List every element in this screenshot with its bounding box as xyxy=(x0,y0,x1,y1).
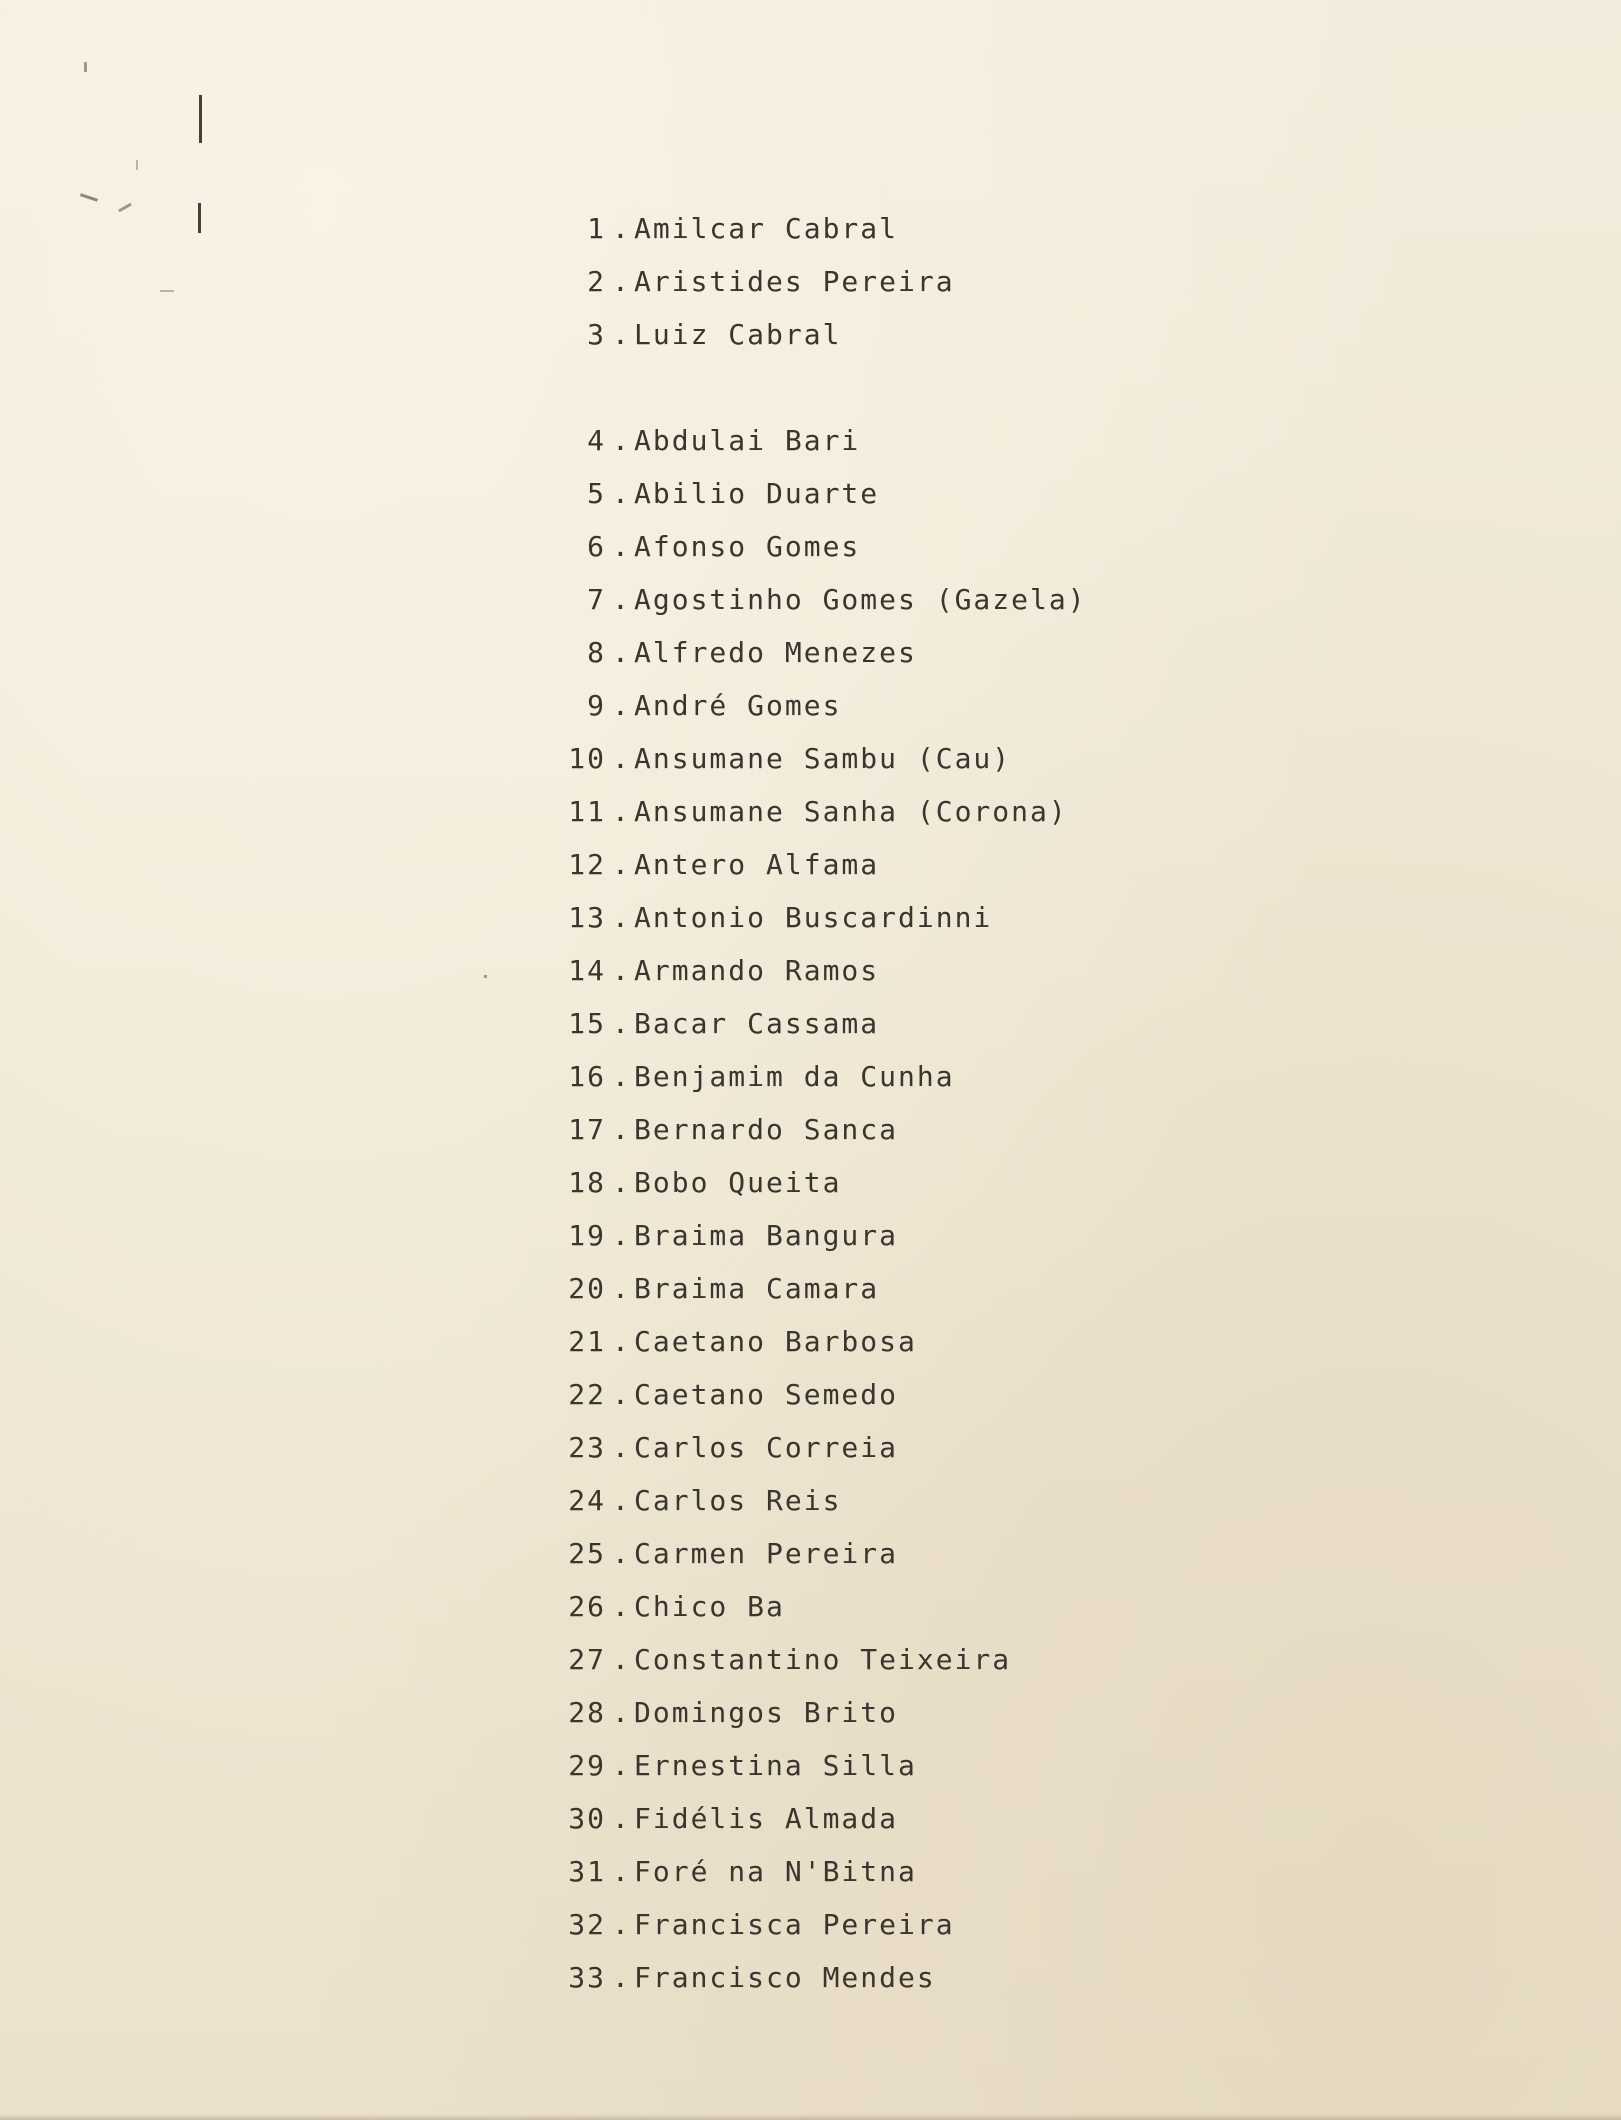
entry-number: 23 xyxy=(568,1431,606,1464)
ink-mark xyxy=(484,975,487,978)
list-item xyxy=(530,530,1087,583)
list-item xyxy=(530,477,1087,530)
list-item xyxy=(530,1007,1087,1060)
entry-number: 7 xyxy=(587,583,606,616)
entry-number: 13 xyxy=(568,901,606,934)
entry-name: Aristides Pereira xyxy=(634,265,955,298)
list-item xyxy=(530,1537,1087,1590)
entry-period: . xyxy=(612,1855,631,1888)
list-item xyxy=(530,1166,1087,1219)
entry-name: Francisco Mendes xyxy=(634,1961,936,1994)
entry-period: . xyxy=(612,795,631,828)
entry-period: . xyxy=(612,1908,631,1941)
entry-period: . xyxy=(612,848,631,881)
list-item xyxy=(530,1855,1087,1908)
entry-period: . xyxy=(612,212,631,245)
ink-mark xyxy=(118,203,132,213)
ink-mark xyxy=(84,62,87,72)
list-item xyxy=(530,1378,1087,1431)
entry-name: Caetano Barbosa xyxy=(634,1325,917,1358)
list-item xyxy=(530,1484,1087,1537)
entry-name: Ernestina Silla xyxy=(634,1749,917,1782)
entry-number: 21 xyxy=(568,1325,606,1358)
entry-name: Abdulai Bari xyxy=(634,424,861,457)
entry-number: 31 xyxy=(568,1855,606,1888)
entry-period: . xyxy=(612,1590,631,1623)
entry-number: 5 xyxy=(587,477,606,510)
entry-name: Carlos Reis xyxy=(634,1484,842,1517)
entry-period: . xyxy=(612,477,631,510)
entry-name: Benjamim da Cunha xyxy=(634,1060,955,1093)
entry-period: . xyxy=(612,424,631,457)
list-item xyxy=(530,1696,1087,1749)
list-item xyxy=(530,1908,1087,1961)
entry-number: 19 xyxy=(568,1219,606,1252)
list-item xyxy=(530,212,1087,265)
ink-mark xyxy=(136,160,138,170)
entry-number: 29 xyxy=(568,1749,606,1782)
entry-period: . xyxy=(612,1113,631,1146)
list-item xyxy=(530,848,1087,901)
entry-name: Bernardo Sanca xyxy=(634,1113,899,1146)
entry-name: Foré na N'Bitna xyxy=(634,1855,917,1888)
list-item xyxy=(530,1961,1087,2014)
entry-name: Domingos Brito xyxy=(634,1696,899,1729)
entry-period: . xyxy=(612,583,631,616)
entry-name: Fidélis Almada xyxy=(634,1802,899,1835)
entry-number: 30 xyxy=(568,1802,606,1835)
entry-name: Alfredo Menezes xyxy=(634,636,917,669)
entry-name: Ansumane Sanha (Corona) xyxy=(634,795,1068,828)
entry-number: 10 xyxy=(568,742,606,775)
entry-period: . xyxy=(612,1166,631,1199)
entry-period: . xyxy=(612,1749,631,1782)
entry-period: . xyxy=(612,1802,631,1835)
entry-number: 9 xyxy=(587,689,606,722)
list-item xyxy=(530,1113,1087,1166)
entry-number: 6 xyxy=(587,530,606,563)
entry-name: André Gomes xyxy=(634,689,842,722)
list-item xyxy=(530,265,1087,318)
entry-name: Armando Ramos xyxy=(634,954,880,987)
entry-name: Antero Alfama xyxy=(634,848,880,881)
entry-number: 15 xyxy=(568,1007,606,1040)
list-item xyxy=(530,636,1087,689)
ink-mark xyxy=(199,95,202,143)
entry-number: 22 xyxy=(568,1378,606,1411)
entry-name: Bobo Queita xyxy=(634,1166,842,1199)
entry-period: . xyxy=(612,1272,631,1305)
list-item xyxy=(530,954,1087,1007)
entry-name: Carmen Pereira xyxy=(634,1537,899,1570)
list-item xyxy=(530,1643,1087,1696)
entry-period: . xyxy=(612,1378,631,1411)
entry-name: Antonio Buscardinni xyxy=(634,901,993,934)
entry-name: Amilcar Cabral xyxy=(634,212,899,245)
entry-name: Agostinho Gomes (Gazela) xyxy=(634,583,1087,616)
ink-mark xyxy=(160,290,174,292)
entry-name: Abilio Duarte xyxy=(634,477,880,510)
entry-number: 12 xyxy=(568,848,606,881)
entry-number: 4 xyxy=(587,424,606,457)
entry-period: . xyxy=(612,689,631,722)
entry-number: 17 xyxy=(568,1113,606,1146)
entry-period: . xyxy=(612,1060,631,1093)
entry-period: . xyxy=(612,1961,631,1994)
entry-period: . xyxy=(612,1325,631,1358)
list-item xyxy=(530,424,1087,477)
entry-name: Luiz Cabral xyxy=(634,318,842,351)
entry-period: . xyxy=(612,742,631,775)
ink-mark xyxy=(80,193,98,201)
entry-number: 25 xyxy=(568,1537,606,1570)
entry-name: Braima Camara xyxy=(634,1272,880,1305)
entry-number: 27 xyxy=(568,1643,606,1676)
entry-name: Carlos Correia xyxy=(634,1431,899,1464)
list-item xyxy=(530,1431,1087,1484)
entry-name: Braima Bangura xyxy=(634,1219,899,1252)
entry-period: . xyxy=(612,954,631,987)
entry-number: 32 xyxy=(568,1908,606,1941)
entry-period: . xyxy=(612,1431,631,1464)
entry-number: 11 xyxy=(568,795,606,828)
entry-number: 14 xyxy=(568,954,606,987)
entry-number: 33 xyxy=(568,1961,606,1994)
entry-number: 26 xyxy=(568,1590,606,1623)
list-item xyxy=(530,1590,1087,1643)
list-item xyxy=(530,1060,1087,1113)
entry-number: 3 xyxy=(587,318,606,351)
entry-name: Afonso Gomes xyxy=(634,530,861,563)
list-item xyxy=(530,1325,1087,1378)
entry-number: 18 xyxy=(568,1166,606,1199)
list-item xyxy=(530,583,1087,636)
entry-period: . xyxy=(612,1219,631,1252)
entry-period: . xyxy=(612,1643,631,1676)
entry-period: . xyxy=(612,636,631,669)
ink-mark xyxy=(198,203,201,233)
entry-period: . xyxy=(612,901,631,934)
list-item xyxy=(530,1272,1087,1325)
entry-period: . xyxy=(612,265,631,298)
entry-number: 28 xyxy=(568,1696,606,1729)
names-list xyxy=(530,212,1087,2014)
entry-period: . xyxy=(612,530,631,563)
entry-period: . xyxy=(612,1696,631,1729)
entry-number: 1 xyxy=(587,212,606,245)
entry-period: . xyxy=(612,1007,631,1040)
entry-name: Constantino Teixeira xyxy=(634,1643,1012,1676)
entry-number: 8 xyxy=(587,636,606,669)
list-item xyxy=(530,689,1087,742)
entry-name: Ansumane Sambu (Cau) xyxy=(634,742,1012,775)
entry-period: . xyxy=(612,1484,631,1517)
entry-name: Francisca Pereira xyxy=(634,1908,955,1941)
list-item xyxy=(530,795,1087,848)
entry-period: . xyxy=(612,1537,631,1570)
entry-name: Chico Ba xyxy=(634,1590,785,1623)
list-item xyxy=(530,1749,1087,1802)
entry-number: 20 xyxy=(568,1272,606,1305)
entry-name: Caetano Semedo xyxy=(634,1378,899,1411)
list-item xyxy=(530,1219,1087,1272)
list-item xyxy=(530,1802,1087,1855)
entry-number: 2 xyxy=(587,265,606,298)
entry-number: 24 xyxy=(568,1484,606,1517)
list-item xyxy=(530,318,1087,371)
list-item xyxy=(530,901,1087,954)
entry-name: Bacar Cassama xyxy=(634,1007,880,1040)
entry-number: 16 xyxy=(568,1060,606,1093)
list-item xyxy=(530,742,1087,795)
entry-period: . xyxy=(612,318,631,351)
